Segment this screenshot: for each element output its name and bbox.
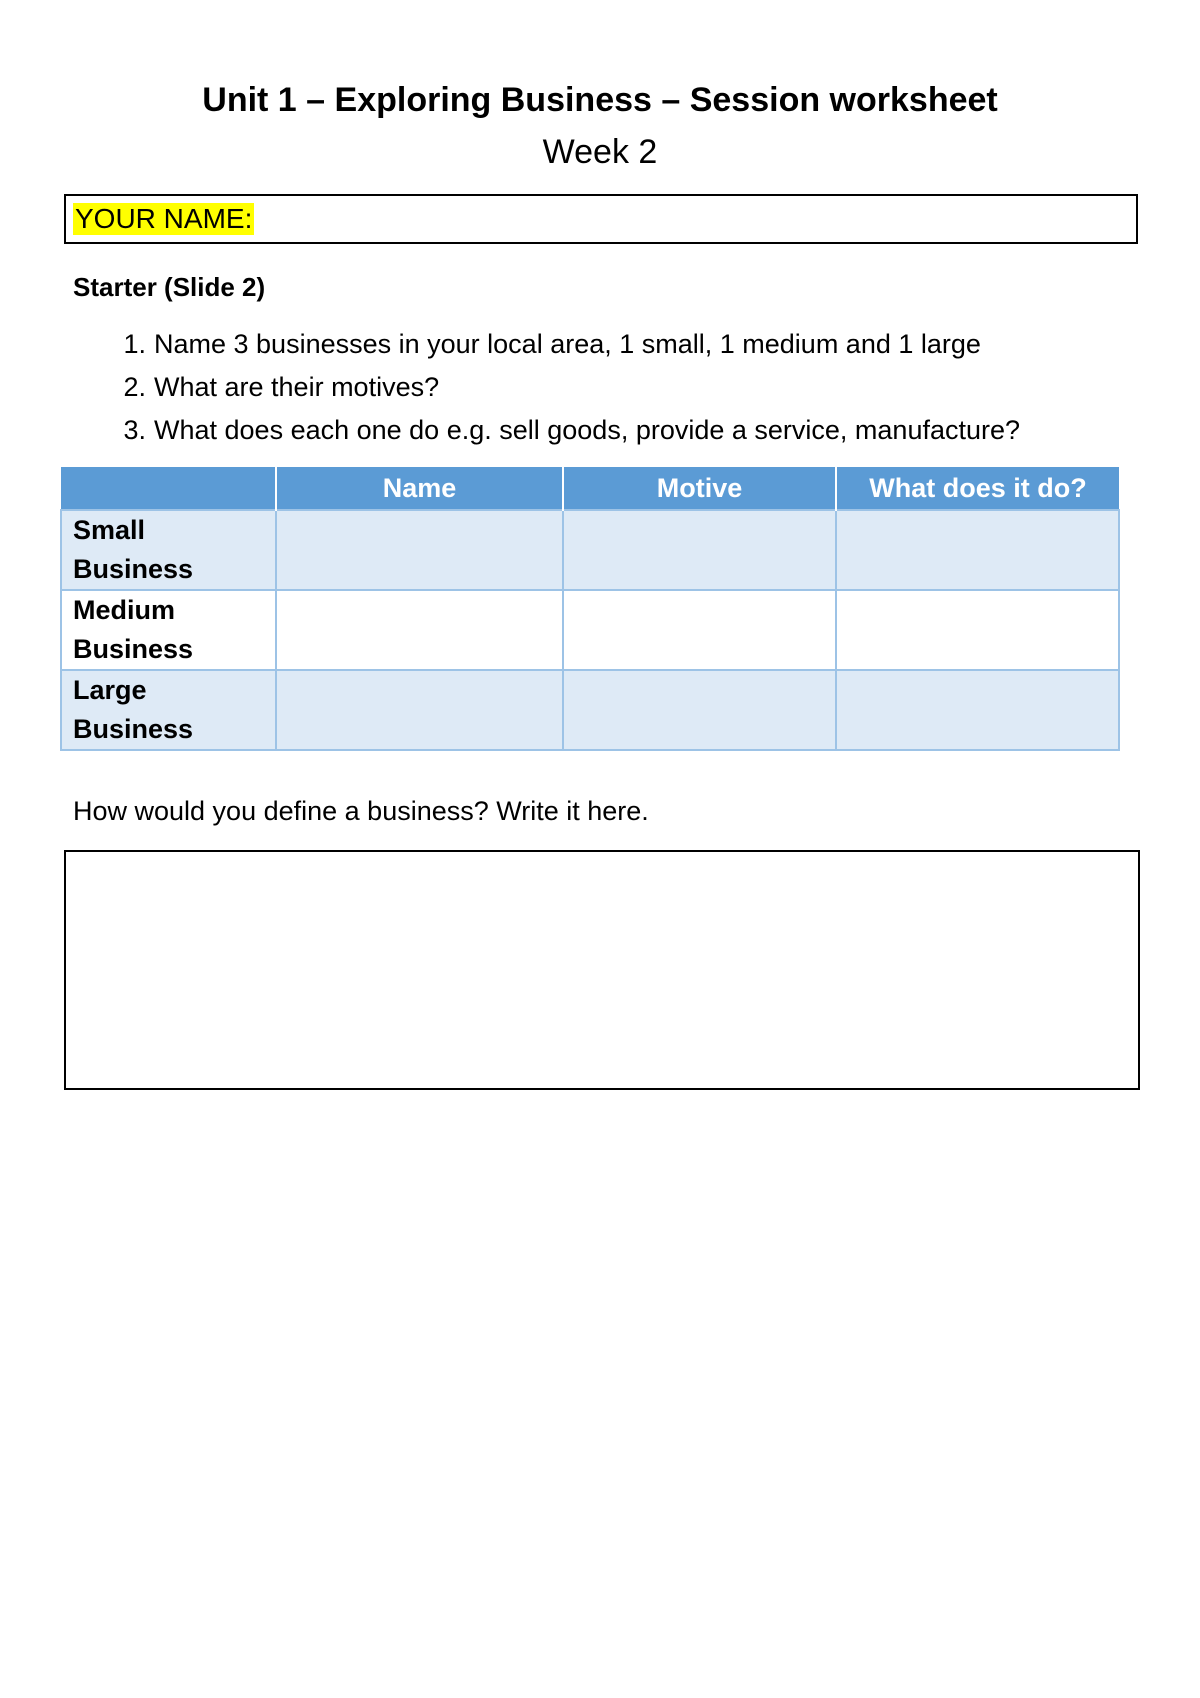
medium-motive-cell[interactable] xyxy=(563,590,836,670)
row-label-line2: Business xyxy=(73,634,194,664)
column-header-what-does-it-do: What does it do? xyxy=(836,467,1119,510)
question-number: 3. xyxy=(123,415,146,445)
list-item xyxy=(73,411,1020,454)
large-name-cell[interactable] xyxy=(276,670,563,750)
question-number: 1. xyxy=(123,329,146,359)
small-name-cell[interactable] xyxy=(276,510,563,590)
starter-heading: Starter (Slide 2) xyxy=(73,272,266,302)
name-field[interactable] xyxy=(64,194,1138,244)
large-motive-cell[interactable] xyxy=(563,670,836,750)
row-label-large xyxy=(61,670,276,750)
row-label-line1: Medium xyxy=(73,595,176,625)
question-text: Name 3 businesses in your local area, 1 small, 1 medium and 1 large xyxy=(154,329,981,359)
large-what-cell[interactable] xyxy=(836,670,1119,750)
table-header-row xyxy=(61,467,1119,510)
question-text: What does each one do e.g. sell goods, provide a service, manufacture? xyxy=(154,415,1021,445)
question-list xyxy=(73,325,1020,454)
page-subtitle: Week 2 xyxy=(542,133,658,171)
medium-what-cell[interactable] xyxy=(836,590,1119,670)
list-item xyxy=(73,325,1020,368)
row-label-line1: Small xyxy=(73,515,146,545)
table-row xyxy=(61,590,1119,670)
question-text: What are their motives? xyxy=(154,372,440,402)
page-title: Unit 1 – Exploring Business – Session worksheet xyxy=(202,81,998,119)
definition-prompt: How would you define a business? Write it here. xyxy=(73,796,649,826)
row-label-small xyxy=(61,510,276,590)
column-header-blank xyxy=(61,467,276,510)
question-number: 2. xyxy=(123,372,146,402)
row-label-line2: Business xyxy=(73,714,194,744)
column-header-name: Name xyxy=(276,467,563,510)
small-what-cell[interactable] xyxy=(836,510,1119,590)
medium-name-cell[interactable] xyxy=(276,590,563,670)
list-item xyxy=(73,368,1020,411)
table-row xyxy=(61,510,1119,590)
column-header-motive: Motive xyxy=(563,467,836,510)
table-row xyxy=(61,670,1119,750)
name-label: YOUR NAME: xyxy=(75,203,253,234)
definition-answer-box[interactable] xyxy=(64,850,1140,1090)
small-motive-cell[interactable] xyxy=(563,510,836,590)
row-label-line2: Business xyxy=(73,554,194,584)
row-label-line1: Large xyxy=(73,675,147,705)
business-table xyxy=(60,467,1120,751)
row-label-medium xyxy=(61,590,276,670)
